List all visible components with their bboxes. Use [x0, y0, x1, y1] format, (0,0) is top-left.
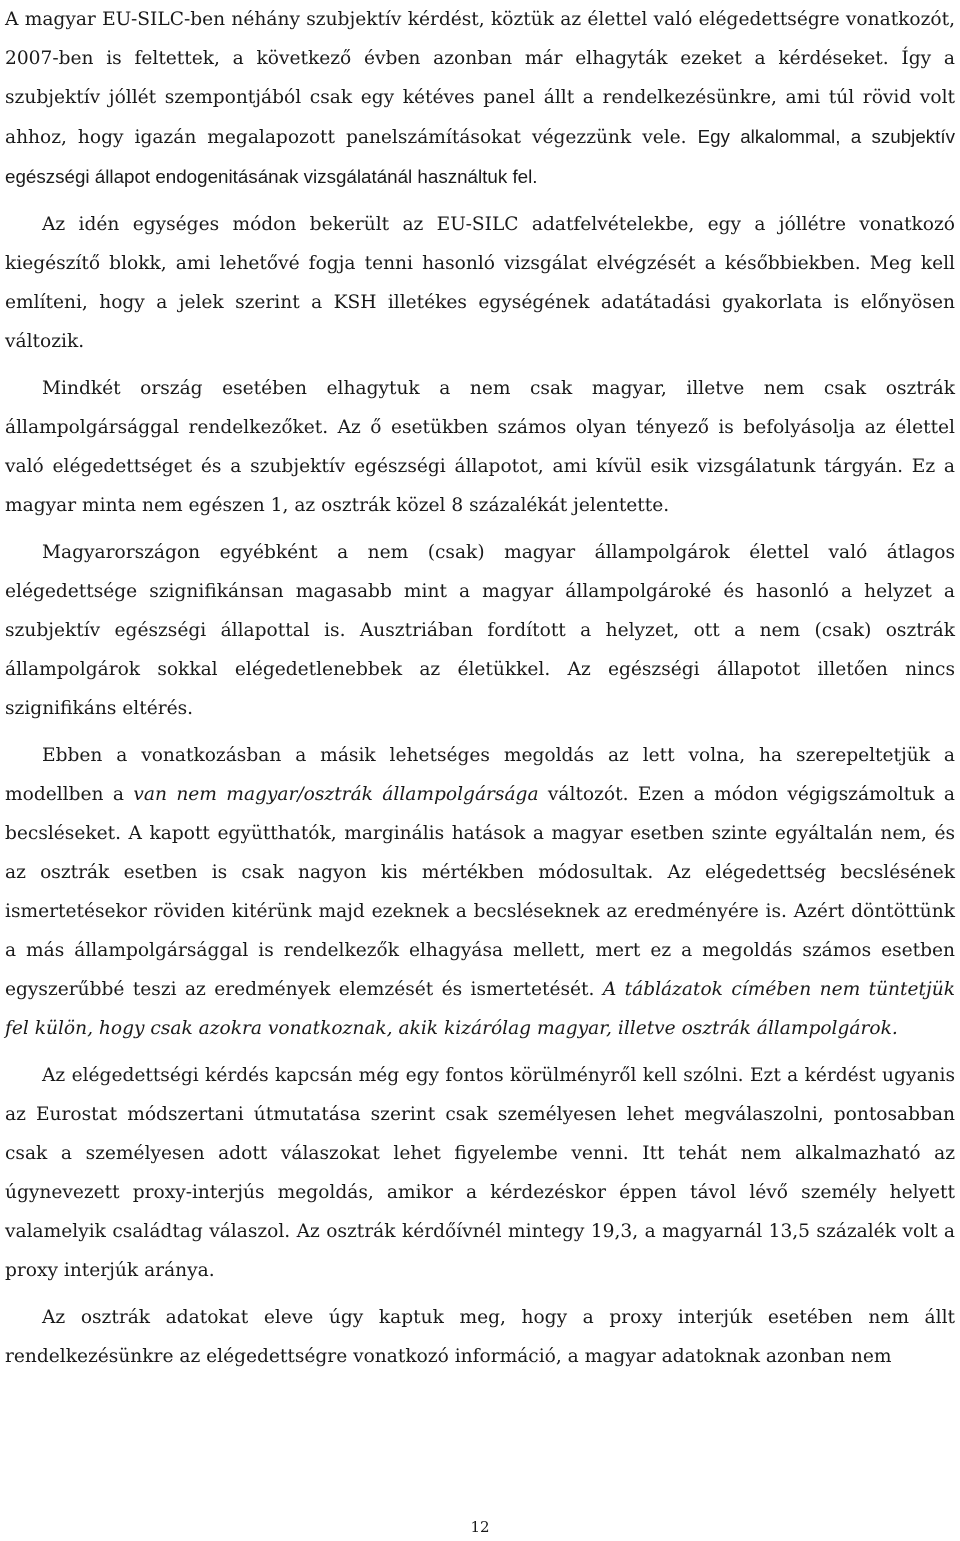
paragraph-6-text: Az elégedettségi kérdés kapcsán még egy fontos körülményről kell szólni. Ezt a kérdést ugyanis az Eurostat módszertani útmutatása szerint csak személyesen lehet megválaszolni, pontosabban csak a személyesen adott válaszokat lehet figyelembe venni. Itt tehát nem alkalmazható az úgynevezett proxy-interjús megoldás, amikor a kérdezéskor éppen távol lévő személy helyett valamelyik családtag válaszol. Az osztrák kérdőívnél mintegy 19,3, a magyarnál 13,5 százalék volt a proxy interjúk aránya. [5, 1065, 955, 1281]
paragraph-1-text: A magyar EU-SILC-ben néhány szubjektív kérdést, köztük az élettel való elégedettségre vonatkozót, 2007-ben is feltettek, a következő évben azonban már elhagyták ezeket a kérdéseket. Így a szubjektív jóllét szempontjából csak egy kétéves panel állt a rendelkezésünkre, ami túl rövid volt ahhoz, hogy igazán megalapozott panelszámításokat végezzünk vele. [5, 9, 955, 148]
page-number: 12 [470, 1518, 490, 1536]
paragraph-5-text-b: változót. Ezen a módon végigszámoltuk a becsléseket. A kapott együtthatók, marginális hatások a magyar esetben szinte egyáltalán nem, és az osztrák esetben is csak nagyon kis mértékben módosultak. Az elégedettség becslésének ismertetésekor röviden kitérünk majd ezeknek a becsléseknek az eredményére is. Azért döntöttünk a más állampolgársággal is rendelkezők elhagyása mellett, mert ez a megoldás számos esetben egyszerűbbé teszi az eredmények elemzését és ismertetését. [5, 784, 955, 1000]
paragraph-1-sans-text: Egy alkalommal, a szubjektív egészségi állapot endogenitásának vizsgálatánál használtuk fel. [5, 126, 955, 187]
paragraph-7-text: Az osztrák adatokat eleve úgy kaptuk meg, hogy a proxy interjúk esetében nem állt rendelkezésünkre az elégedettségre vonatkozó információ, a magyar adatoknak azonban nem [5, 1307, 955, 1367]
paragraph-6 [5, 1056, 955, 1290]
paragraph-7 [5, 1298, 955, 1376]
paragraph-3-text: Mindkét ország esetében elhagytuk a nem csak magyar, illetve nem csak osztrák állampolgársággal rendelkezőket. Az ő esetükben számos olyan tényező is befolyásolja az élettel való elégedettséget és a szubjektív egészségi állapotot, ami kívül esik vizsgálatunk tárgyán. Ez a magyar minta nem egészen 1, az osztrák közel 8 százalékát jelentette. [5, 378, 955, 516]
paragraph-3 [5, 369, 955, 525]
paragraph-4-text: Magyarországon egyébként a nem (csak) magyar állampolgárok élettel való átlagos elégedettsége szignifikánsan magasabb mint a magyar állampolgároké és hasonló a helyzet a szubjektív egészségi állapottal is. Ausztriában fordított a helyzet, ott a nem (csak) osztrák állampolgárok sokkal elégedetlenebbek az életükkel. Az egészségi állapotot illetően nincs szignifikáns eltérés. [5, 542, 955, 719]
document-body [5, 0, 955, 1376]
paragraph-5-text-a: Ebben a vonatkozásban a másik lehetséges megoldás az lett volna, ha szerepeltetjük a modellben a [5, 745, 955, 805]
paragraph-2-text: Az idén egységes módon bekerült az EU-SILC adatfelvételekbe, egy a jóllétre vonatkozó kiegészítő blokk, ami lehetővé fogja tenni hasonló vizsgálat elvégzését a későbbiekben. Meg kell említeni, hogy a jelek szerint a KSH illetékes egységének adatátadási gyakorlata is előnyösen változik. [5, 214, 955, 352]
paragraph-5 [5, 736, 955, 1048]
paragraph-5-italic-term: van nem magyar/osztrák állampolgársága [133, 784, 539, 805]
paragraph-5-italic-note: A táblázatok címében nem tüntetjük fel külön, hogy csak azokra vonatkoznak, akik kizárólag magyar, illetve osztrák állampolgárok. [5, 979, 955, 1039]
paragraph-2 [5, 205, 955, 361]
paragraph-4 [5, 533, 955, 728]
paragraph-1 [5, 0, 955, 197]
